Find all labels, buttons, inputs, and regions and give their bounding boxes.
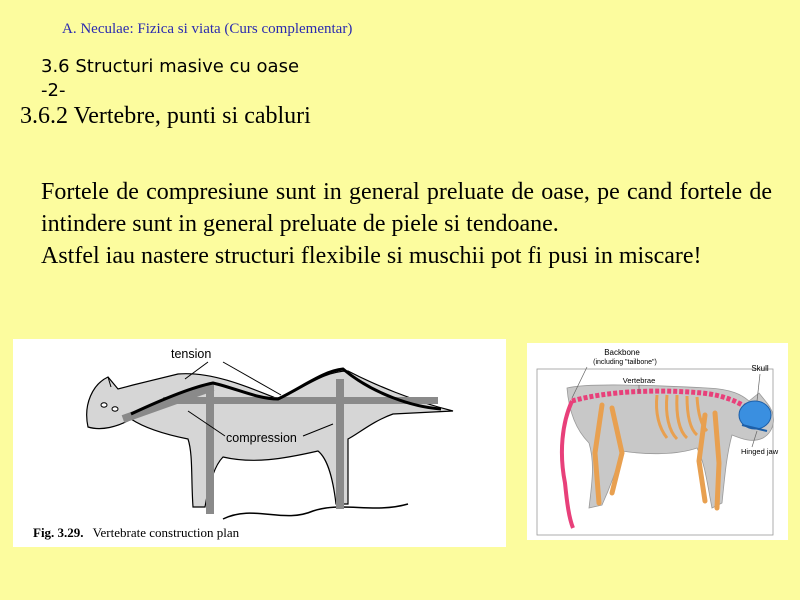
figure-vertebrate-plan [13,339,506,547]
label-skull: Skull [751,364,769,373]
body-text [41,176,772,272]
subsection-title: 3.6.2 Vertebre, punti si cabluri [20,103,311,129]
section-part: -2- [41,80,66,101]
caption-text: Vertebrate construction plan [92,525,240,540]
label-hinged-jaw: Hinged jaw [741,447,779,456]
figure-cat-skeleton [527,343,788,540]
eye-icon [112,407,118,411]
label-backbone: Backbone [604,348,640,357]
section-title: 3.6 Structuri masive cu oase [41,56,300,77]
svg-text:Fig. 3.29. Vertebrate co [33,525,240,540]
body-paragraph-2: Astfel iau nastere structuri flexibile si muschii pot fi pusi in miscare! [41,243,702,269]
label-compression: compression [226,431,297,445]
label-backbone-note: (including "tailbone") [593,359,657,366]
body-paragraph-1: Fortele de compresiune sunt in general preluate de oase, pe cand fortele de intindere sunt in general preluate de piele si tendoane. [41,179,772,237]
tail-bones [562,401,573,528]
caption-number: Fig. 3.29. [33,525,84,540]
course-header: A. Neculae: Fizica si viata (Curs complementar) [62,21,353,37]
ground-line [223,504,408,519]
vertebrate-plan-diagram [13,339,506,547]
cat-skeleton-diagram [527,343,788,540]
eye-icon [101,403,107,407]
label-tension: tension [171,347,212,361]
label-vertebrae: Vertebrae [622,376,656,385]
